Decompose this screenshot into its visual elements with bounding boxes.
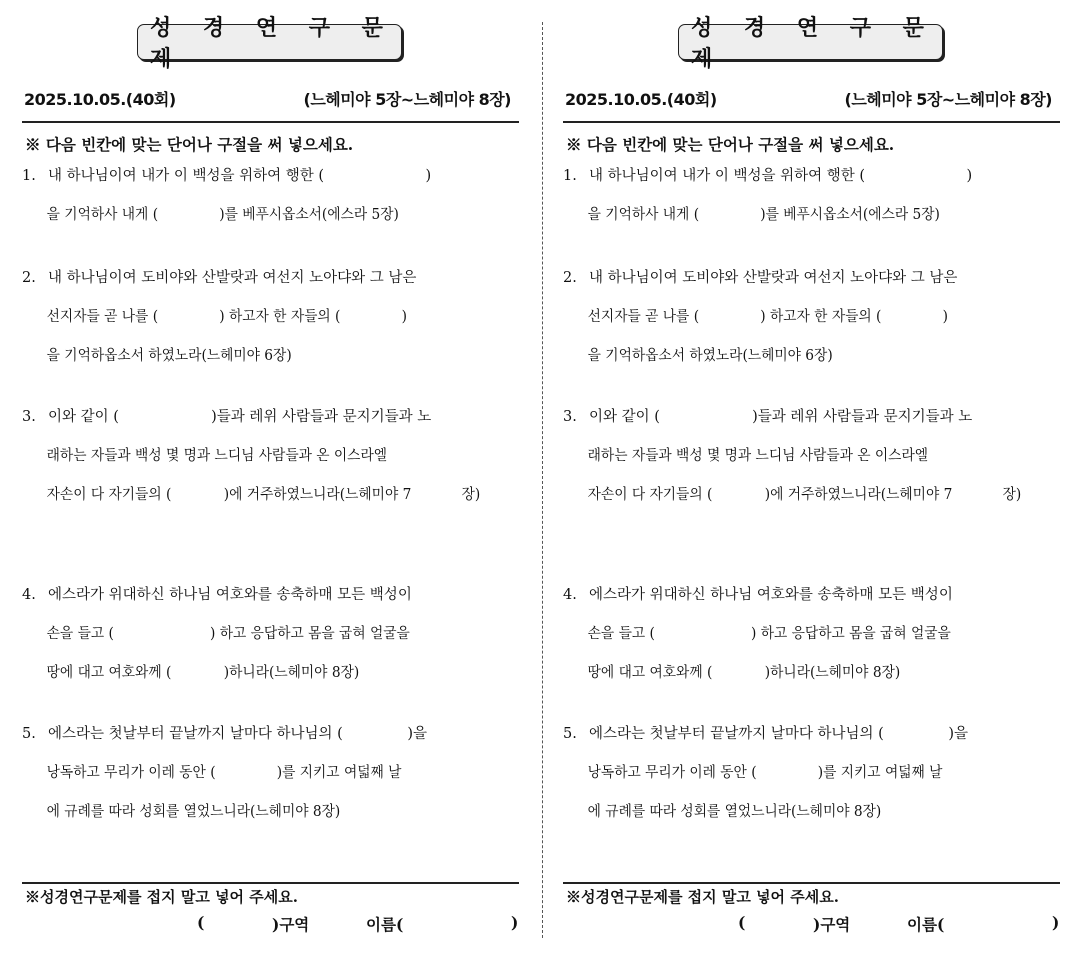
date-label: 2025.10.05.(40회) bbox=[565, 90, 717, 109]
name-close: ) bbox=[511, 913, 519, 932]
question-line: 래하는 자들과 백성 몇 명과 느디님 사람들과 온 이스라엘 bbox=[46, 448, 388, 464]
question-line: 내 하나님이여 도비야와 산발랏과 여선지 노아댜와 그 남은 bbox=[589, 270, 958, 286]
question-line: 에스라가 위대하신 하나님 여호와를 송축하매 모든 백성이 bbox=[48, 587, 412, 603]
bottom-rule bbox=[563, 882, 1060, 884]
question-line: 손을 들고 ( ) 하고 응답하고 몸을 굽혀 얼굴을 bbox=[46, 626, 410, 642]
chapter-range: (느헤미야 5장~느헤미야 8장) bbox=[844, 90, 1052, 109]
question-line: 자손이 다 자기들의 ( )에 거주하였느니라(느헤미야 7 bbox=[587, 487, 953, 503]
question-line: 장) bbox=[1002, 487, 1022, 503]
question-line: 이와 같이 ( )들과 레위 사람들과 문지기들과 노 bbox=[48, 409, 432, 425]
question-line: 에스라가 위대하신 하나님 여호와를 송축하매 모든 백성이 bbox=[589, 587, 953, 603]
question-line: 을 기억하옵소서 하였노라(느헤미야 6장) bbox=[46, 348, 292, 364]
question-line: 내 하나님이여 내가 이 백성을 위하여 행한 ( ) bbox=[589, 168, 973, 184]
question-line: 선지자들 곧 나를 ( ) 하고자 한 자들의 ( ) bbox=[46, 309, 407, 325]
name-label[interactable]: 이름( bbox=[366, 915, 404, 934]
question-5 bbox=[22, 724, 519, 841]
footer-note: ※성경연구문제를 접지 말고 넣어 주세요. bbox=[25, 888, 298, 906]
question-number: 4. bbox=[22, 587, 36, 603]
question-line: 낭독하고 무리가 이레 동안 ( )를 지키고 여덟째 날 bbox=[587, 765, 943, 781]
question-line: 손을 들고 ( ) 하고 응답하고 몸을 굽혀 얼굴을 bbox=[587, 626, 951, 642]
question-number: 3. bbox=[563, 409, 577, 425]
question-line: 자손이 다 자기들의 ( )에 거주하였느니라(느헤미야 7 bbox=[46, 487, 412, 503]
question-number: 5. bbox=[22, 726, 36, 742]
question-3 bbox=[563, 407, 1060, 524]
page-title: 성 경 연 구 문 제 bbox=[150, 15, 395, 72]
district-open: ( bbox=[738, 913, 746, 932]
column-divider bbox=[542, 22, 543, 938]
top-rule bbox=[563, 121, 1060, 123]
question-number: 4. bbox=[563, 587, 577, 603]
question-3 bbox=[22, 407, 519, 524]
question-line: 에 규례를 따라 성회를 열었느니라(느헤미야 8장) bbox=[587, 804, 882, 820]
question-line: 을 기억하사 내게 ( )를 베푸시옵소서(에스라 5장) bbox=[46, 207, 399, 223]
footer-note: ※성경연구문제를 접지 말고 넣어 주세요. bbox=[566, 888, 839, 906]
top-rule bbox=[22, 121, 519, 123]
question-line: 땅에 대고 여호와께 ( )하니라(느헤미야 8장) bbox=[587, 665, 901, 681]
question-1 bbox=[563, 166, 1060, 244]
question-line: 선지자들 곧 나를 ( ) 하고자 한 자들의 ( ) bbox=[587, 309, 948, 325]
question-1 bbox=[22, 166, 519, 244]
name-close: ) bbox=[1052, 913, 1060, 932]
district-open: ( bbox=[197, 913, 205, 932]
page-title: 성 경 연 구 문 제 bbox=[691, 15, 936, 72]
chapter-range: (느헤미야 5장~느헤미야 8장) bbox=[303, 90, 511, 109]
worksheet-right bbox=[563, 0, 1060, 973]
instruction: ※ 다음 빈칸에 맞는 단어나 구절을 써 넣으세요. bbox=[566, 135, 895, 154]
date-label: 2025.10.05.(40회) bbox=[24, 90, 176, 109]
question-line: 을 기억하사 내게 ( )를 베푸시옵소서(에스라 5장) bbox=[587, 207, 940, 223]
question-2 bbox=[563, 268, 1060, 385]
question-number: 3. bbox=[22, 409, 36, 425]
question-line: 에스라는 첫날부터 끝날까지 날마다 하나님의 ( )을 bbox=[589, 726, 969, 742]
instruction: ※ 다음 빈칸에 맞는 단어나 구절을 써 넣으세요. bbox=[25, 135, 354, 154]
question-5 bbox=[563, 724, 1060, 841]
question-number: 2. bbox=[22, 270, 36, 286]
question-line: 내 하나님이여 내가 이 백성을 위하여 행한 ( ) bbox=[48, 168, 432, 184]
title-box bbox=[137, 15, 402, 72]
question-line: 내 하나님이여 도비야와 산발랏과 여선지 노아댜와 그 남은 bbox=[48, 270, 417, 286]
question-line: 장) bbox=[461, 487, 481, 503]
district-label[interactable]: )구역 bbox=[272, 915, 310, 934]
name-label[interactable]: 이름( bbox=[907, 915, 945, 934]
question-number: 5. bbox=[563, 726, 577, 742]
question-line: 낭독하고 무리가 이레 동안 ( )를 지키고 여덟째 날 bbox=[46, 765, 402, 781]
question-line: 에스라는 첫날부터 끝날까지 날마다 하나님의 ( )을 bbox=[48, 726, 428, 742]
question-number: 2. bbox=[563, 270, 577, 286]
question-line: 에 규례를 따라 성회를 열었느니라(느헤미야 8장) bbox=[46, 804, 341, 820]
question-line: 땅에 대고 여호와께 ( )하니라(느헤미야 8장) bbox=[46, 665, 360, 681]
bottom-rule bbox=[22, 882, 519, 884]
question-4 bbox=[563, 585, 1060, 702]
district-label[interactable]: )구역 bbox=[813, 915, 851, 934]
question-line: 래하는 자들과 백성 몇 명과 느디님 사람들과 온 이스라엘 bbox=[587, 448, 929, 464]
worksheet-left bbox=[22, 0, 519, 973]
question-number: 1. bbox=[563, 168, 577, 184]
question-line: 이와 같이 ( )들과 레위 사람들과 문지기들과 노 bbox=[589, 409, 973, 425]
question-number: 1. bbox=[22, 168, 36, 184]
question-line: 을 기억하옵소서 하였노라(느헤미야 6장) bbox=[587, 348, 833, 364]
title-box bbox=[678, 15, 943, 72]
question-4 bbox=[22, 585, 519, 702]
question-2 bbox=[22, 268, 519, 385]
